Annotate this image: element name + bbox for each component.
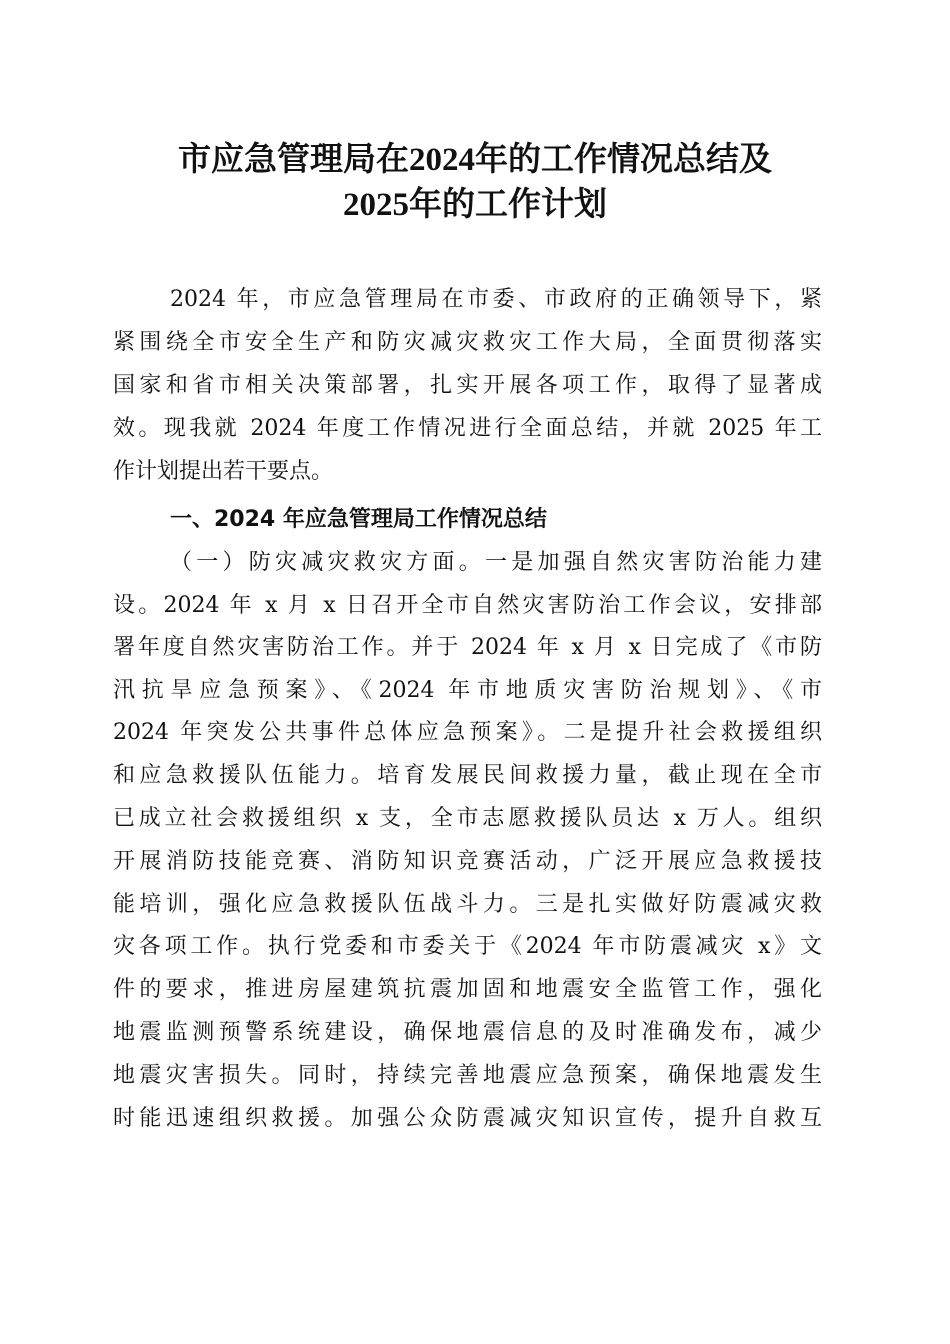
document-title-line-1: 市应急管理局在2024年的工作情况总结及: [178, 142, 772, 178]
paragraph-line: 地震监测预警系统建设，确保地震信息的及时准确发布，减少: [113, 1020, 822, 1045]
document-title-line-2: 2025年的工作计划: [343, 187, 607, 223]
paragraph-line: 紧围绕全市安全生产和防灾减灾救灾工作大局，全面贯彻落实: [113, 330, 822, 355]
paragraph-line: 能培训，强化应急救援队伍战斗力。三是扎实做好防震减灾救: [113, 892, 822, 917]
paragraph-line: 设。2024 年 x 月 x 日召开全市自然灾害防治工作会议，安排部: [113, 593, 822, 618]
paragraph-line: 灾各项工作。执行党委和市委关于《2024 年市防震减灾 x》文: [113, 934, 822, 959]
paragraph-line: 和应急救援队伍能力。培育发展民间救援力量，截止现在全市: [113, 763, 822, 788]
paragraph-line: 国家和省市相关决策部署，扎实开展各项工作，取得了显著成: [113, 373, 822, 398]
paragraph-line: 件的要求，推进房屋建筑抗震加固和地震安全监管工作，强化: [113, 977, 822, 1002]
paragraph-line: 开展消防技能竞赛、消防知识竞赛活动，广泛开展应急救援技: [113, 849, 822, 874]
paragraph-line: 汛抗旱应急预案》、《2024 年市地质灾害防治规划》、《市: [113, 678, 822, 703]
paragraph-line: 时能迅速组织救援。加强公众防震减灾知识宣传，提升自救互: [113, 1106, 822, 1131]
paragraph-line: 署年度自然灾害防治工作。并于 2024 年 x 月 x 日完成了《市防: [113, 635, 822, 660]
paragraph-line: 2024 年，市应急管理局在市委、市政府的正确领导下，紧: [170, 287, 822, 312]
paragraph-line: 效。现我就 2024 年度工作情况进行全面总结，并就 2025 年工: [113, 416, 822, 441]
paragraph-line: （一）防灾减灾救灾方面。一是加强自然灾害防治能力建: [170, 550, 822, 575]
paragraph-line: 地震灾害损失。同时，持续完善地震应急预案，确保地震发生: [113, 1063, 822, 1088]
paragraph-line: 2024 年突发公共事件总体应急预案》。二是提升社会救援组织: [113, 720, 822, 745]
paragraph-line: 已成立社会救援组织 x 支，全市志愿救援队员达 x 万人。组织: [113, 806, 822, 831]
paragraph-line: 作计划提出若干要点。: [113, 459, 334, 484]
section-heading: 一、2024 年应急管理局工作情况总结: [170, 507, 547, 532]
